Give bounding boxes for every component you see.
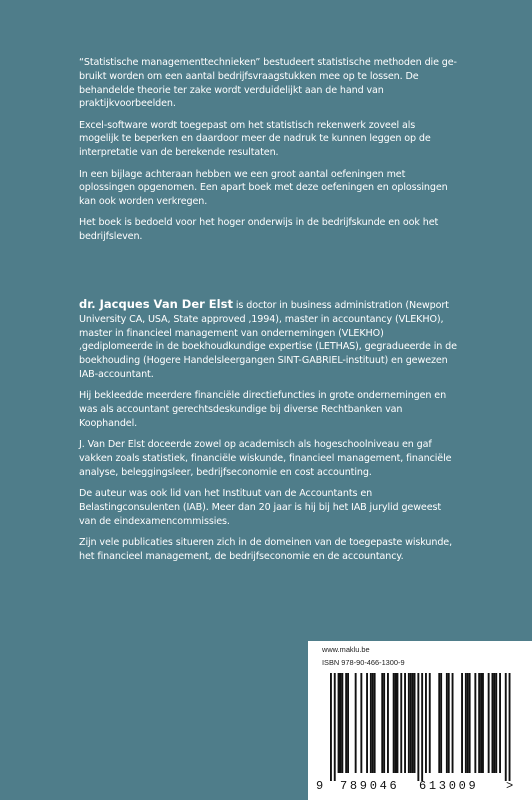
- author-bio: [79, 298, 457, 571]
- barcode-bar: [505, 673, 507, 781]
- barcode-bar: [440, 673, 442, 773]
- barcode-bar: [469, 673, 471, 773]
- isbn-barcode-panel: [308, 641, 532, 800]
- barcode-bar: [465, 673, 467, 773]
- author-name: dr. Jacques Van Der Elst: [79, 297, 233, 311]
- barcode-bar: [446, 673, 448, 773]
- barcode-bar: [412, 673, 414, 773]
- isbn-number: ISBN 978-90-466-1300-9: [322, 658, 405, 667]
- barcode-bar: [366, 673, 368, 773]
- barcode-bar: [404, 673, 406, 773]
- barcode-bar: [334, 673, 336, 781]
- barcode-bar: [509, 673, 511, 781]
- barcode-bar: [482, 673, 484, 773]
- barcode-bar: [338, 673, 340, 773]
- author-paragraph-4: De auteur was ook lid van het Instituut van de Accountants en Belastingconsulenten (IAB). Meer dan 20 jaar is hij bij het IAB jurylid geweest van de eindexamencommissies.: [79, 488, 442, 527]
- description-paragraph-4: Het boek is bedoeld voor het hoger onderwijs in de bedrijfskunde en ook het bedrijfsleven.: [79, 217, 439, 243]
- publisher-url: www.maklu.be: [322, 645, 370, 654]
- barcode-bar: [370, 673, 372, 773]
- barcode-bar: [341, 673, 343, 773]
- barcode-end-mark: >: [506, 779, 514, 793]
- author-paragraph-3: J. Van Der Elst doceerde zowel op academisch als hogeschoolniveau en gaf vakken zoals statistiek, financiële wiskunde, financieel management, financiële analyse, beleggingsleer, bedrijfseconomie en cost accounting.: [79, 439, 452, 478]
- barcode-bar: [374, 673, 376, 773]
- book-description: [79, 56, 457, 252]
- author-intro-text: is doctor in business administration (Newport University CA, USA, State approved ,1994), master in accountancy (VLEKHO), master in financieel management van ondernemingen (VLEKHO) ,gediplomeerde in de boekhoudkundige expertise (LETHAS), gegradueerde in de boekhouding (Hogere Handelsleergangen SINT-GABRIEL-instituut) en gewezen IAB-accountant.: [79, 300, 457, 380]
- barcode-bar: [355, 673, 357, 773]
- barcode-bar: [480, 673, 482, 773]
- barcode-bar: [347, 673, 349, 773]
- description-paragraph-1: “Statistische managementtechnieken” bestudeert statistische methoden die gebruikt worden om een aantal bedrijfsvraagstukken mee op te lossen. De behandelde theorie ter zake wordt verduidelijkt aan de hand van praktijkvoorbeelden.: [79, 57, 458, 110]
- barcode-bar: [467, 673, 469, 773]
- barcode-bar: [381, 673, 383, 773]
- author-intro-paragraph: [79, 298, 457, 382]
- barcode-bar: [461, 673, 463, 773]
- barcode-left-digits: 789046: [340, 779, 400, 793]
- barcode-bar: [438, 673, 440, 773]
- barcode-bar: [429, 673, 431, 773]
- barcode-bar: [395, 673, 397, 773]
- barcode-bar: [330, 673, 332, 781]
- barcode-bar: [417, 673, 419, 781]
- barcode-bar: [345, 673, 347, 773]
- barcode-bar: [493, 673, 495, 773]
- barcode-bar: [393, 673, 395, 773]
- barcode-first-digit: 9: [316, 779, 324, 793]
- barcode-bar: [421, 673, 423, 781]
- barcode-bar: [452, 673, 454, 773]
- barcode-bar: [360, 673, 362, 773]
- barcode-bar: [340, 673, 342, 773]
- author-paragraph-5: Zijn vele publicaties situeren zich in de domeinen van de toegepaste wiskunde, het financieel management, de bedrijfseconomie en de accountancy.: [79, 536, 453, 562]
- barcode-bar: [474, 673, 476, 773]
- author-paragraph-2: Hij bekleedde meerdere financiële directiefuncties in grote ondernemingen en was als accountant gerechtsdeskundige bij diverse Rechtbanken van Koophandel.: [79, 390, 447, 429]
- barcode-bar: [499, 673, 501, 773]
- barcode-icon: [314, 669, 524, 795]
- barcode-bar: [425, 673, 427, 773]
- barcode-bar: [478, 673, 480, 773]
- barcode-bar: [414, 673, 416, 773]
- barcode-bar: [448, 673, 450, 773]
- description-paragraph-2: Excel-software wordt toegepast om het statistisch rekenwerk zoveel als mogelijk te beperken en daardoor meer de nadruk te kunnen leggen op de interpretatie van de berekende resultaten.: [79, 119, 431, 159]
- barcode-bar: [410, 673, 412, 773]
- barcode-bar: [495, 673, 497, 773]
- barcode-bar: [492, 673, 494, 773]
- barcode-bar: [372, 673, 374, 773]
- description-paragraph-3: In een bijlage achteraan hebben we een groot aantal oefeningen met oplossingen opgenomen. Een apart boek met deze oefeningen en oplossingen kan ook worden verkregen.: [79, 168, 448, 208]
- barcode-bar: [397, 673, 399, 773]
- barcode-bar: [387, 673, 389, 773]
- barcode-bar: [408, 673, 410, 773]
- barcode-bar: [488, 673, 490, 773]
- barcode-right-digits: 613009: [419, 779, 479, 793]
- barcode-bar: [383, 673, 385, 773]
- barcode-bar: [400, 673, 402, 773]
